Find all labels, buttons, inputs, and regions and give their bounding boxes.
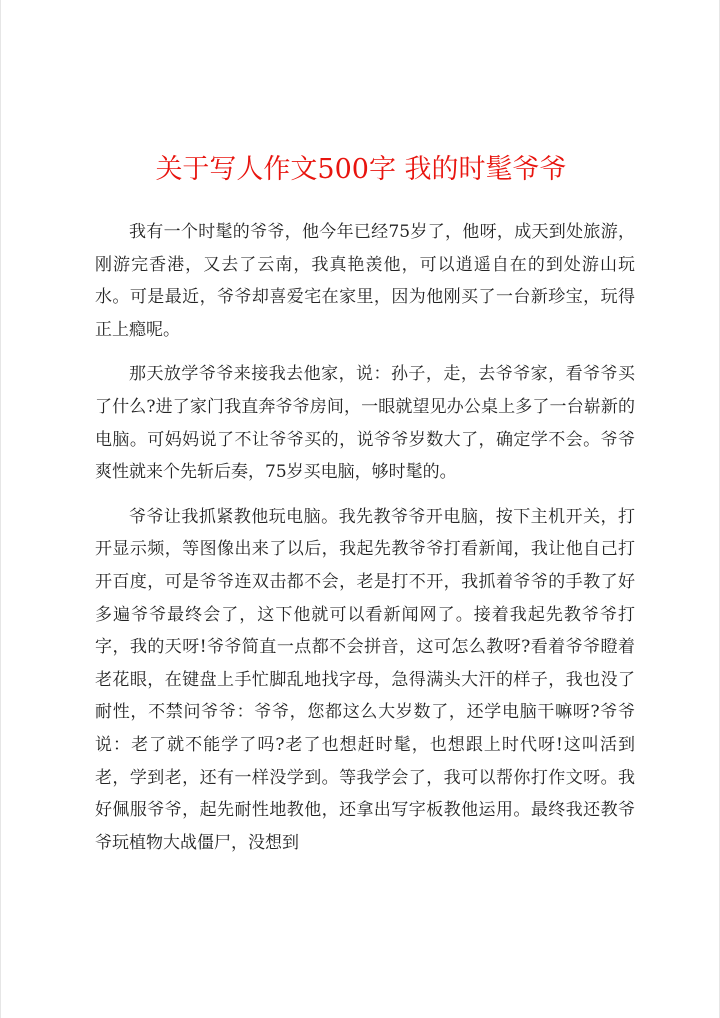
document-body [95, 216, 635, 871]
paragraph: 我有一个时髦的爷爷，他今年已经75岁了，他呀，成天到处旅游，刚游完香港，又去了云南，我真艳羡他，可以逍遥自在的到处游山玩水。可是最近，爷爷却喜爱宅在家里，因为他刚买了一台新珍宝，玩得正上瘾呢。 [95, 222, 635, 340]
paragraph: 爷爷让我抓紧教他玩电脑。我先教爷爷开电脑，按下主机开关，打开显示频，等图像出来了以后，我起先教爷爷打看新闻，我让他自己打开百度，可是爷爷连双击都不会，老是打不开，我抓着爷爷的手教了好多遍爷爷最终会了，这下他就可以看新闻网了。接着我起先教爷爷打字，我的天呀!爷爷简直一点都不会拼音，这可怎么教呀?看着爷爷瞪着老花眼，在键盘上手忙脚乱地找字母，急得满头大汗的样子，我也没了耐性，不禁问爷爷：爷爷，您都这么大岁数了，还学电脑干嘛呀?爷爷说：老了就不能学了吗?老了也想赶时髦，也想跟上时代呀!这叫活到老，学到老，还有一样没学到。等我学会了，我可以帮你打作文呀。我好佩服爷爷，起先耐性地教他，还拿出写字板教他运用。最终我还教爷爷玩植物大战僵尸，没想到 [95, 506, 635, 853]
paragraph: 那天放学爷爷来接我去他家，说：孙子，走，去爷爷家，看爷爷买了什么?进了家门我直奔爷爷房间，一眼就望见办公桌上多了一台崭新的电脑。可妈妈说了不让爷爷买的，说爷爷岁数大了，确定学不会。爷爷爽性就来个先斩后奏，75岁买电脑，够时髦的。 [95, 364, 635, 483]
document-title: 关于写人作文500字 我的时髦爷爷 [155, 154, 567, 185]
